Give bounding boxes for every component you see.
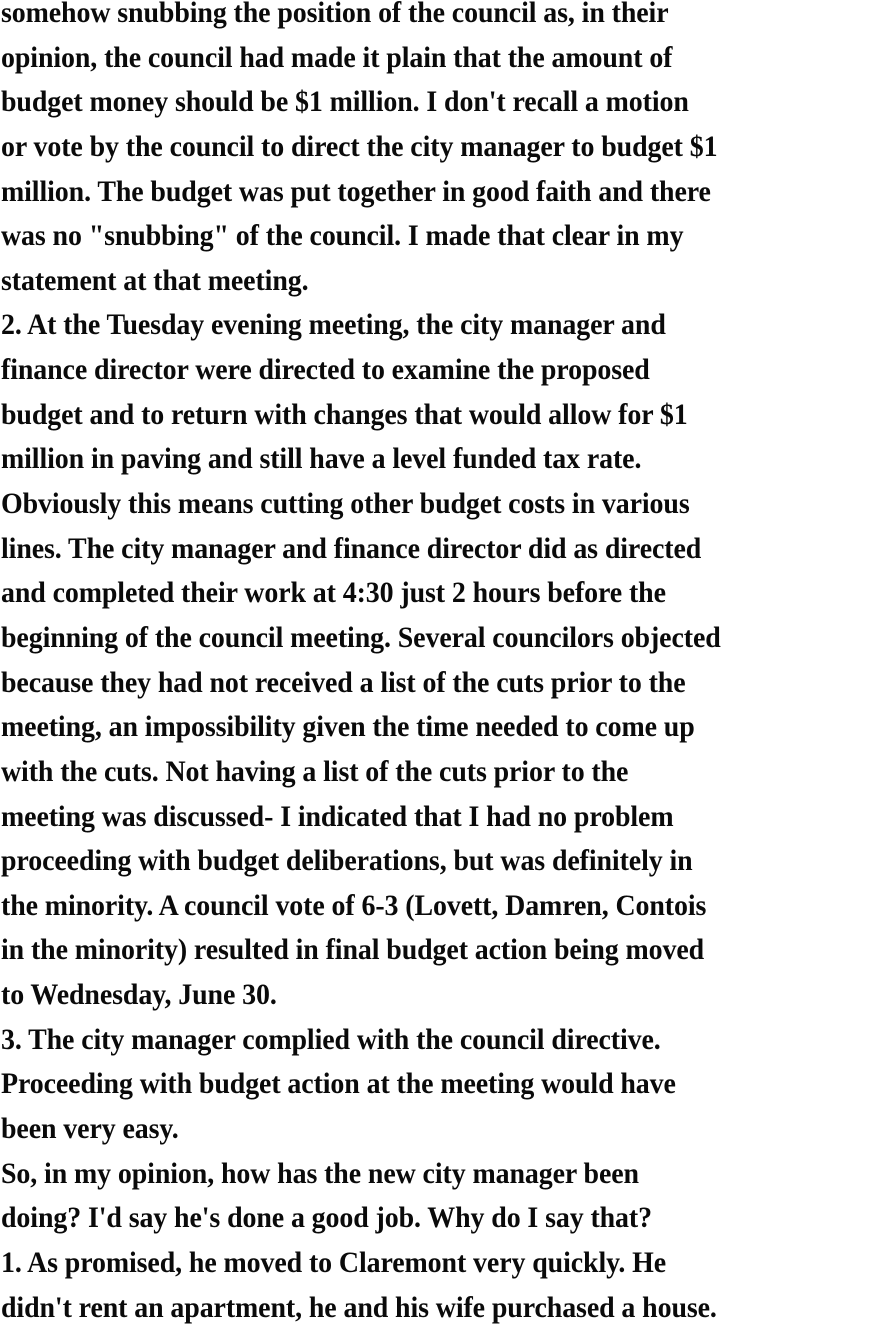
text-line: statement at that meeting.: [1, 263, 309, 297]
text-line: doing? I'd say he's done a good job. Why do I say that?: [1, 1201, 652, 1235]
text-line: the minority. A council vote of 6-3 (Lovett, Damren, Contois: [1, 888, 707, 922]
text-line: to Wednesday, June 30.: [1, 978, 277, 1012]
text-line: million. The budget was put together in good faith and there: [1, 174, 711, 208]
text-line: was no "snubbing" of the council. I made that clear in my: [1, 219, 684, 253]
list-item-1-line: 1. As promised, he moved to Claremont very quickly. He: [1, 1245, 667, 1279]
text-line: budget money should be $1 million. I don't recall a motion: [1, 85, 689, 119]
text-line: finance director were directed to examine the proposed: [1, 353, 650, 387]
text-line: beginning of the council meeting. Several councilors objected: [1, 620, 721, 654]
text-line: Obviously this means cutting other budget costs in various: [1, 487, 690, 521]
text-line: been very easy.: [1, 1112, 179, 1146]
list-item-3-line: 3. The city manager complied with the council directive.: [1, 1022, 661, 1056]
text-line: meeting was discussed- I indicated that I had no problem: [1, 799, 674, 833]
text-line: budget and to return with changes that would allow for $1: [1, 397, 688, 431]
text-line: with the cuts. Not having a list of the cuts prior to the: [1, 754, 629, 788]
text-line: somehow snubbing the position of the council as, in their: [1, 0, 669, 29]
list-item-2-line: 2. At the Tuesday evening meeting, the city manager and: [1, 308, 666, 342]
text-line: and completed their work at 4:30 just 2 hours before the: [1, 576, 666, 610]
text-line: million in paving and still have a level funded tax rate.: [1, 442, 642, 476]
text-line: Proceeding with budget action at the meeting would have: [1, 1067, 676, 1101]
text-line: or vote by the council to direct the city manager to budget $1: [1, 129, 718, 163]
document-body: [1, 0, 880, 1330]
text-line: because they had not received a list of the cuts prior to the: [1, 665, 686, 699]
text-line: opinion, the council had made it plain that the amount of: [1, 40, 673, 74]
text-line: didn't rent an apartment, he and his wife purchased a house.: [1, 1290, 717, 1324]
text-line: lines. The city manager and finance director did as directed: [1, 531, 702, 565]
text-line: proceeding with budget deliberations, but was definitely in: [1, 844, 693, 878]
text-line: meeting, an impossibility given the time needed to come up: [1, 710, 695, 744]
text-line: So, in my opinion, how has the new city manager been: [1, 1156, 639, 1190]
text-line: in the minority) resulted in final budget action being moved: [1, 933, 705, 967]
